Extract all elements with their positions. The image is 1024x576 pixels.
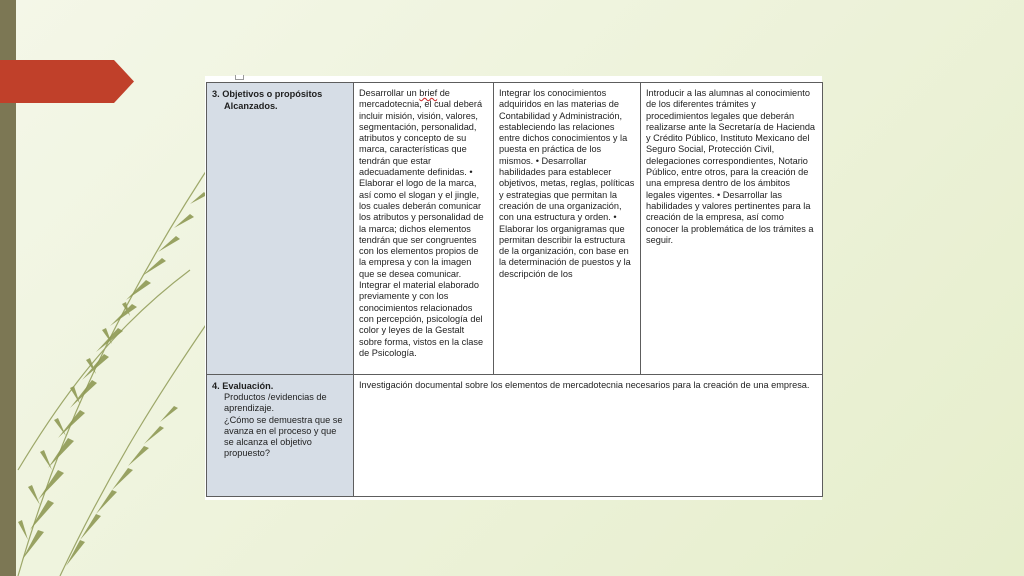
objectives-cell-legal: Introducir a las alumnas al conocimiento de los diferentes trámites y procedimientos legales que deberán realizarse ante la Secretaría de Hacienda y Crédito Público, Instituto Mexicano del Seguro Social, Protección Civil, delegaciones correspondientes, Notario Público, entre otros, para la creación de una empresa dentro de los ámbitos legales vigentes. • Desarrollar las habilidades y valores pertinentes para la creación de la empresa, así como conocer la problemática de los trámites a seguir.	[641, 83, 823, 375]
marketing-text-start: Desarrollar un	[359, 88, 420, 98]
evaluation-content-cell: Investigación documental sobre los elementos de mercadotecnia necesarios para la creación de una empresa.	[354, 375, 823, 497]
table-row-objectives	[207, 83, 823, 375]
objectives-label-title: 3. Objetivos o propósitos	[212, 89, 323, 99]
marketing-text-rest: de mercadotecnia, el cual deberá incluir misión, visión, valores, segmentación, personalidad, atributos y concepto de su marca, características que tendrán que estar adecuadamente definidas. • Elaborar el logo de la marca, así como el slogan y el jingle, los cuales deberán comunicar los atributos y personalidad de la marca; dichos elementos tendrán que ser congruentes con los elementos propios de la empresa y con la imagen que se desea comunicar. Integrar el material elaborado previamente y con los conocimientos relacionados con percepción, psicología del color y leyes de la Gestalt sobre forma, vistos en la clase de Psicología.	[359, 88, 484, 358]
evaluation-label-title: 4. Evaluación.	[212, 381, 274, 391]
misspelled-word-brief: brief	[419, 88, 438, 98]
evaluation-label-cell	[207, 375, 354, 497]
objectives-cell-marketing	[354, 83, 494, 375]
table-move-handle	[235, 75, 244, 80]
objectives-cell-accounting: Integrar los conocimientos adquiridos en las materias de Contabilidad y Administración, estableciendo las relaciones entre dichos conocimientos y la puesta en práctica de los mismos. • Desarrollar habilidades para establecer objetivos, metas, reglas, políticas y estrategias que permitan la creación de una organización, con una estructura y orden. • Elaborar los organigramas que permitan describir la estructura de la organización, con base en la determinación de puestos y la descripción de los	[494, 83, 641, 375]
objectives-label-subtitle: Alcanzados.	[224, 101, 278, 111]
table-row-evaluation	[207, 375, 823, 497]
objectives-table	[206, 82, 823, 497]
arrow-tab-shape	[0, 60, 134, 103]
evaluation-question-label: ¿Cómo se demuestra que se avanza en el proceso y que se alcanza el objetivo propuesto?	[224, 414, 343, 459]
objectives-label-cell	[207, 83, 354, 375]
evaluation-products-label: Productos /evidencias de aprendizaje.	[224, 392, 327, 414]
